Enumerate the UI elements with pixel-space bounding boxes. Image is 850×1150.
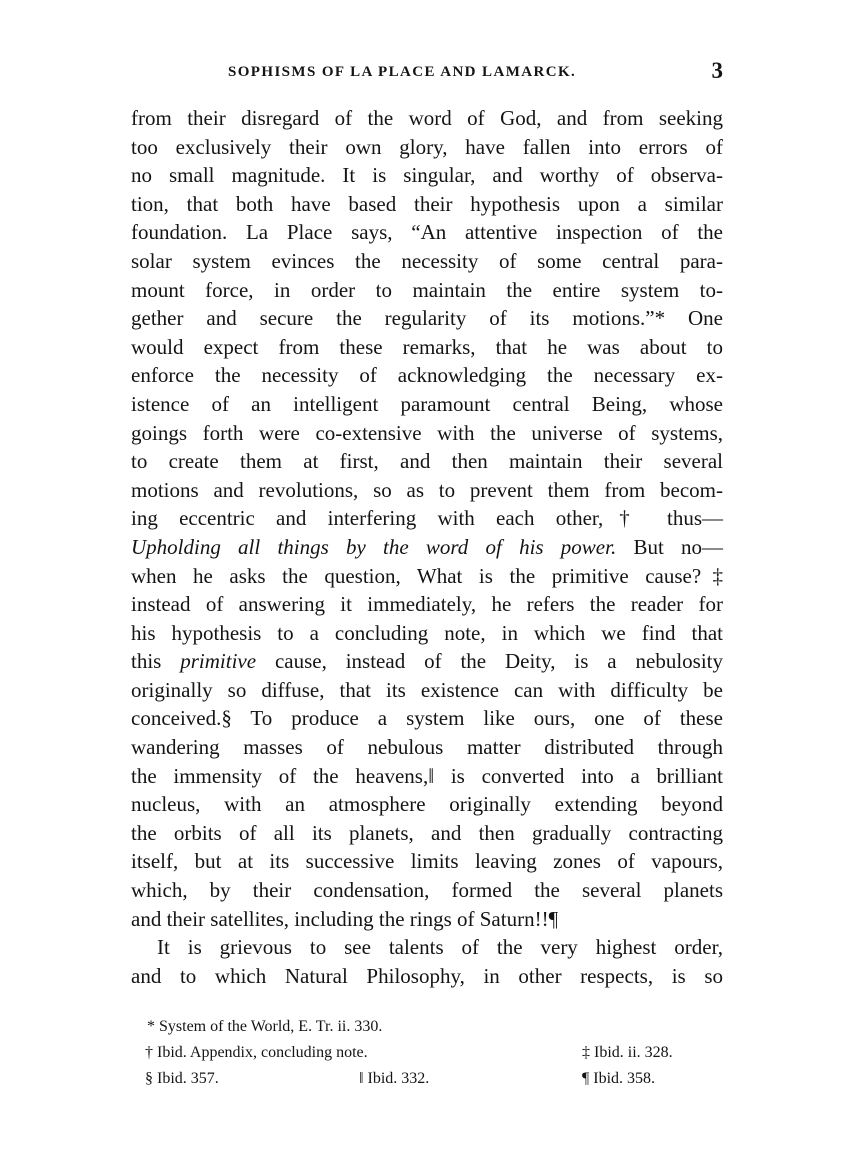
- footnote: § Ibid. 357.: [145, 1070, 219, 1087]
- text-line: too exclusively their own glory, have fallen into errors of: [131, 134, 723, 159]
- text-line: enforce the necessity of acknowledging the necessary ex-: [131, 363, 723, 388]
- footnote: * System of the World, E. Tr. ii. 330.: [147, 1018, 383, 1035]
- text-line: no small magnitude. It is singular, and worthy of observa-: [131, 163, 723, 188]
- text-line: foundation. La Place says, “An attentive inspection of the: [131, 220, 723, 245]
- text-line: mount force, in order to maintain the entire system to-: [131, 277, 723, 302]
- text-line: It is grievous to see talents of the very highest order,: [157, 935, 723, 960]
- text-line: to create them at first, and then maintain their several: [131, 449, 723, 474]
- footnote-row: [131, 1014, 723, 1040]
- text-line: which, by their condensation, formed the several planets: [131, 878, 723, 903]
- text-line: ing eccentric and interfering with each other,† thus—: [131, 506, 723, 531]
- text-line: gether and secure the regularity of its motions.”* One: [131, 306, 723, 331]
- text-line: [131, 647, 723, 676]
- text-line: and to which Natural Philosophy, in other respects, is so: [131, 963, 723, 988]
- text-line: originally so diffuse, that its existence can with difficulty be: [131, 677, 723, 702]
- text-line: itself, but at its successive limits leaving zones of vapours,: [131, 849, 723, 874]
- text-line: instead of answering it immediately, he refers the reader for: [131, 592, 723, 617]
- text-line: and their satellites, including the rings of Saturn!!¶: [131, 906, 559, 931]
- text-line: istence of an intelligent paramount central Being, whose: [131, 391, 723, 416]
- running-header: [130, 58, 723, 88]
- page-number: 3: [711, 58, 723, 83]
- text-line: conceived.§ To produce a system like ours, one of these: [131, 706, 723, 731]
- text-line: wandering masses of nebulous matter distributed through: [131, 735, 723, 760]
- text-line: his hypothesis to a concluding note, in which we find that: [131, 620, 723, 645]
- body-text: [131, 104, 723, 990]
- italic-phrase: this primitive cause, instead of the Deity, is a nebulosity: [131, 649, 723, 674]
- text-line: goings forth were co-extensive with the universe of systems,: [131, 420, 723, 445]
- text-line: nucleus, with an atmosphere originally extending beyond: [131, 792, 723, 817]
- footnote-row: [131, 1040, 723, 1066]
- footnote: † Ibid. Appendix, concluding note.: [145, 1044, 368, 1061]
- running-title: SOPHISMS OF LA PLACE AND LAMARCK.: [228, 64, 577, 80]
- footnote: ‖ Ibid. 332.: [359, 1070, 430, 1087]
- text-line: when he asks the question, What is the primitive cause?‡: [131, 563, 723, 588]
- italic-phrase: Upholding all things by the word of his power. But no—: [131, 534, 724, 559]
- footnote: ‡ Ibid. ii. 328.: [582, 1044, 673, 1061]
- text-line: tion, that both have based their hypothesis upon a similar: [131, 191, 723, 216]
- text-line: from their disregard of the word of God, and from seeking: [131, 106, 723, 130]
- footnote: ¶ Ibid. 358.: [582, 1070, 656, 1087]
- text-line: the immensity of the heavens,‖ is converted into a brilliant: [131, 763, 723, 788]
- text-line: solar system evinces the necessity of some central para-: [131, 248, 723, 273]
- footnote-row: [131, 1066, 723, 1092]
- text-line: [131, 533, 723, 562]
- footnotes: [131, 1014, 723, 1092]
- text-line: the orbits of all its planets, and then gradually contracting: [131, 820, 723, 845]
- text-line: would expect from these remarks, that he was about to: [131, 334, 723, 359]
- text-line: motions and revolutions, so as to prevent them from becom-: [131, 477, 723, 502]
